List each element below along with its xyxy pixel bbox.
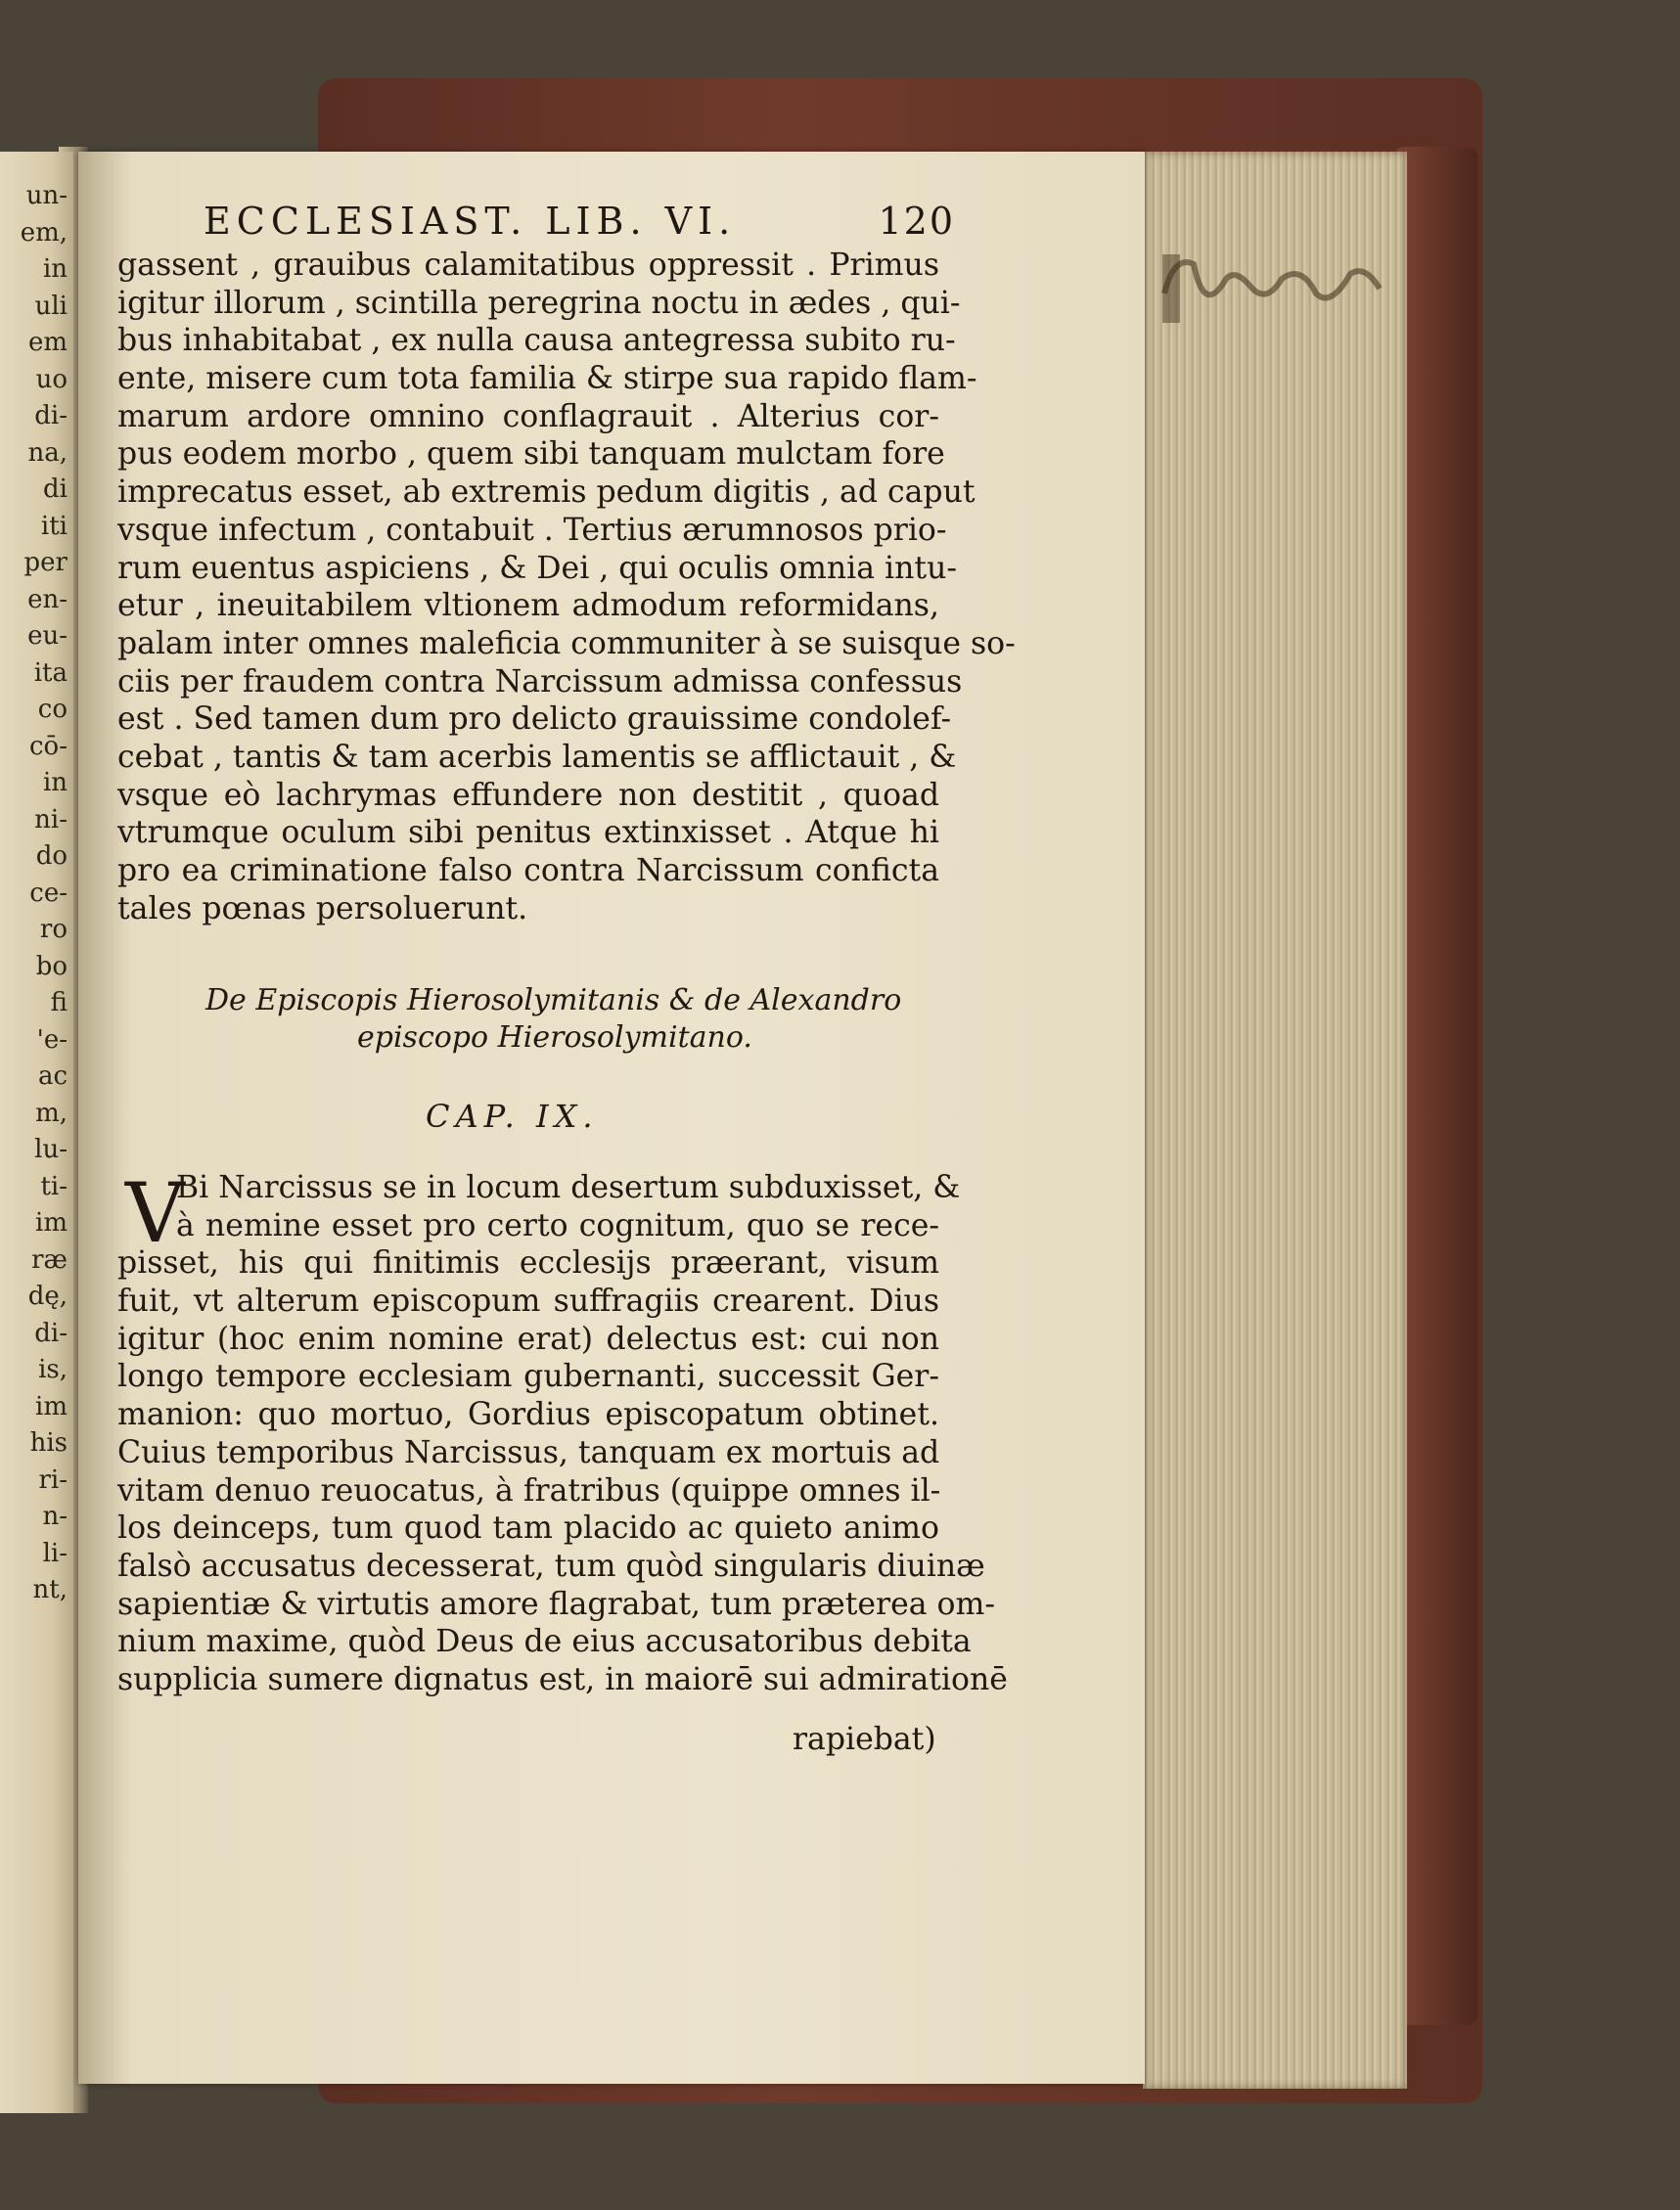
left-page-fragment: ro: [39, 915, 68, 944]
left-page-fragment: dę,: [27, 1282, 68, 1311]
left-page-fragment: li-: [42, 1538, 68, 1568]
text-line: fuit, vt alterum episcopum suffragiis crearent. Dius: [117, 1284, 939, 1320]
left-page-fragment: his: [29, 1428, 68, 1458]
left-page-fragment: ri-: [38, 1465, 68, 1495]
left-page-fragment: 'e-: [36, 1024, 68, 1055]
text-line: ente, misere cum tota familia & stirpe sua rapido flam-: [117, 361, 977, 397]
page-fore-edge: [1143, 152, 1407, 2089]
text-line: igitur illorum , scintilla peregrina noctu in ædes , qui-: [117, 285, 961, 321]
text-line: tales pœnas persoluerunt.: [117, 890, 528, 926]
left-page-fragment: en-: [27, 584, 68, 614]
text-line: etur , ineuitabilem vltionem admodum reformidans,: [117, 588, 939, 624]
left-page-fragment: m,: [35, 1098, 68, 1128]
section-heading-line-1: De Episcopis Hierosolymitanis & de Alexandro: [205, 983, 902, 1017]
text-line: igitur (hoc enim nomine erat) delectus est: cui non: [117, 1321, 939, 1357]
left-page-fragment: co: [37, 695, 68, 724]
left-page-fragment: uo: [35, 364, 68, 394]
running-head: [204, 200, 955, 248]
text-line: Cuius temporibus Narcissus, tanquam ex mortuis ad: [117, 1434, 940, 1470]
left-page-fragment: is,: [38, 1355, 68, 1384]
left-page-fragment: iti: [40, 511, 68, 541]
text-line: cebat , tantis & tam acerbis lamentis se afflictauit , &: [117, 739, 957, 775]
text-line: bus inhabitabat , ex nulla causa antegressa subito ru-: [117, 323, 956, 359]
section-heading-line-2: episcopo Hierosolymitano.: [357, 1020, 752, 1055]
left-page-fragment: n-: [42, 1502, 68, 1531]
text-line: vsque eò lachrymas effundere non destitit , quoad: [117, 777, 939, 813]
text-line: sapientiæ & virtutis amore flagrabat, tum præterea om-: [117, 1586, 995, 1622]
text-line: los deinceps, tum quod tam placido ac quieto animo: [117, 1511, 939, 1547]
catchword: rapiebat): [793, 1722, 936, 1757]
text-line: falsò accusatus decesserat, tum quòd singularis diuinæ: [117, 1548, 985, 1584]
text-line: vsque infectum , contabuit . Tertius ærumnosos prio-: [117, 512, 947, 548]
text-line: Bi Narcissus se in locum desertum subduxisset, &: [176, 1170, 961, 1205]
text-line: est . Sed tamen dum pro delicto grauissime condolef-: [117, 701, 952, 738]
text-line: vtrumque oculum sibi penitus extinxisset . Atque hi: [117, 815, 939, 851]
right-page: [78, 152, 1145, 2084]
text-line: ciis per fraudem contra Narcissum admissa confessus: [117, 663, 963, 699]
left-page-fragment: fi: [50, 988, 68, 1017]
left-page-fragment: ræ: [31, 1244, 68, 1275]
text-line: vitam denuo reuocatus, à fratribus (quippe omnes il-: [117, 1472, 941, 1509]
text-line: gassent , grauibus calamitatibus oppressit . Primus: [117, 248, 939, 283]
left-page-fragment: do: [35, 841, 68, 871]
text-line: pro ea criminatione falso contra Narcissum conficta: [117, 853, 939, 888]
left-page-fragment: em: [27, 328, 68, 357]
left-page-fragment: lu-: [34, 1135, 68, 1164]
left-page-fragment: di: [43, 474, 68, 504]
text-line: longo tempore ecclesiam gubernanti, successit Ger-: [117, 1359, 939, 1395]
left-page-fragment: un-: [25, 181, 68, 210]
left-page-fragment: di-: [34, 1318, 68, 1348]
chapter-heading: CAP. IX.: [426, 1098, 599, 1135]
text-line: palam inter omnes maleficia communiter à se suisque so-: [117, 625, 1016, 661]
left-page-fragment: ni-: [34, 804, 68, 834]
text-line: imprecatus esset, ab extremis pedum digitis , ad caput: [117, 474, 976, 511]
left-page-fragment: ce-: [29, 878, 68, 908]
left-page-edge-text: [0, 152, 73, 2113]
left-page-fragment: im: [35, 1391, 68, 1421]
left-page: [0, 152, 73, 2113]
left-page-fragment: nt,: [32, 1575, 68, 1604]
left-page-fragment: bo: [35, 951, 68, 981]
left-page-fragment: eu-: [27, 621, 68, 651]
left-page-fragment: ti-: [40, 1171, 68, 1201]
text-line: marum ardore omnino conflagrauit . Alterius cor-: [117, 398, 939, 434]
left-page-fragment: im: [35, 1208, 68, 1238]
text-line: nium maxime, quòd Deus de eius accusatoribus debita: [117, 1624, 972, 1660]
page-number: 120: [878, 200, 955, 243]
paragraph-2: [117, 1165, 1008, 1699]
drop-cap: V: [125, 1165, 185, 1261]
left-page-fragment: in: [42, 768, 68, 797]
left-page-fragment: em,: [20, 217, 68, 248]
text-line: pus eodem morbo , quem sibi tanquam mulctam fore: [117, 436, 945, 473]
left-page-fragment: ita: [33, 657, 68, 688]
paragraph-1: [117, 247, 1016, 927]
text-line: manion: quo mortuo, Gordius episcopatum obtinet.: [117, 1397, 939, 1433]
left-page-fragment: na,: [27, 437, 68, 468]
left-page-fragment: per: [23, 548, 68, 577]
left-page-fragment: cō-: [29, 731, 68, 761]
left-page-fragment: di-: [34, 401, 68, 430]
running-head-title: ECCLESIAST. LIB. VI.: [204, 200, 737, 243]
left-page-fragment: ac: [37, 1061, 68, 1091]
left-page-fragment: uli: [34, 291, 68, 321]
text-line: pisset, his qui finitimis ecclesijs præerant, visum: [117, 1245, 939, 1282]
text-line: rum euentus aspiciens , & Dei , qui oculis omnia intu-: [117, 550, 958, 586]
text-line: supplicia sumere dignatus est, in maiorē sui admirationē: [117, 1661, 1008, 1697]
fore-edge-inscription-icon: [1155, 235, 1389, 333]
left-page-fragment: in: [42, 254, 68, 284]
text-line: à nemine esset pro certo cognitum, quo se rece-: [176, 1207, 939, 1243]
